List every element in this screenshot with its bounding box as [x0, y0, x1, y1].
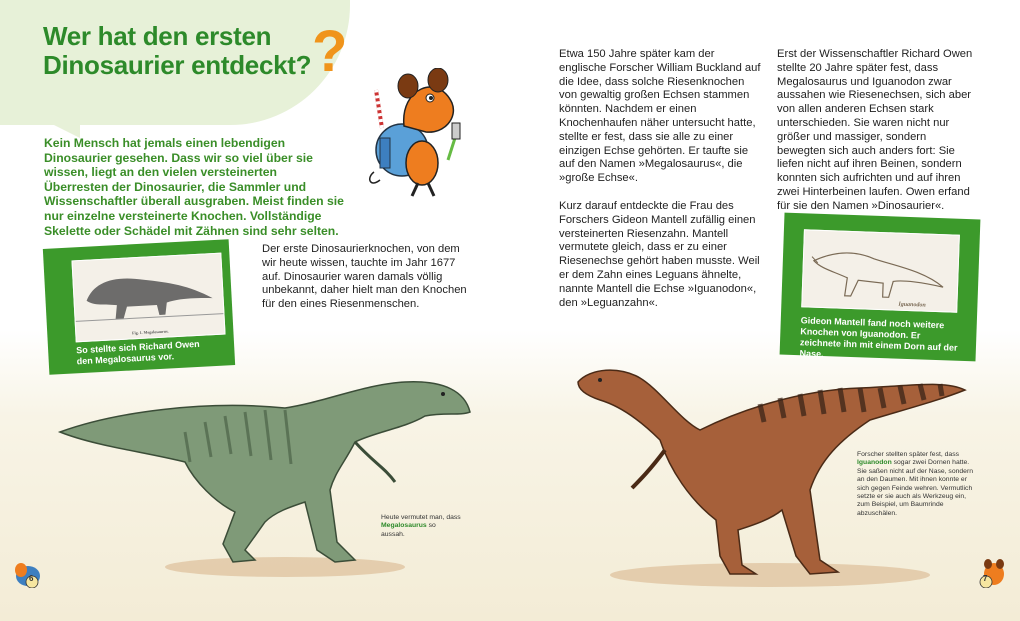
owen-megalosaurus-card	[43, 239, 235, 375]
iguanodon-caption-post: sogar zwei Dornen hatte. Sie saßen nicht auf der Nase, sondern an den Daumen. Mit ihnen konnte er sich gegen Feinde wehren. Vermutlich setzte er sie auch als Werkzeug ein, zum Beispiel, um Baumrinde abzuschälen.	[857, 459, 973, 517]
owen-megalosaurus-drawing-icon	[73, 254, 224, 328]
mouse-explorer-illustration	[360, 68, 475, 203]
question-mark-icon: ?	[312, 19, 348, 84]
elephant-page-icon	[12, 558, 42, 588]
speech-bubble-tail	[20, 108, 80, 138]
mouse-page-icon	[978, 558, 1008, 588]
mantell-iguanodon-card	[780, 213, 981, 362]
owen-card-caption: So stellte sich Richard Owen den Megalosaurus vor.	[75, 338, 200, 367]
iguanodon-caption	[857, 451, 979, 518]
megalosaurus-caption-name: Megalosaurus	[381, 522, 427, 530]
megalosaurus-illustration	[55, 372, 475, 582]
mantell-iguanodon-sketch-icon	[802, 230, 959, 311]
megalosaurus-caption	[381, 514, 461, 539]
iguanodon-caption-name: Iguanodon	[857, 459, 892, 467]
mantell-iguanodon-plate	[801, 229, 960, 312]
first-bone-paragraph: Der erste Dinosaurierknochen, von dem wir heute wissen, tauchte im Jahr 1677 auf. Dinosaurier waren damals völlig unbekannt, daher hielt man den Knochen für den eines Riesenmenschen.	[262, 243, 467, 311]
owen-plate-label: Fig. 1. Megalosaurus.	[131, 328, 169, 336]
mantell-paragraph: Kurz darauf entdeckte die Frau des Forschers Gideon Mantell zufällig einen versteinerten Riesenzahn. Mantell vermutete gleich, dass er zu einer Riesenechse gehört haben musste. Weil er dem Zahn eines Leguans ähnelte, nannte Mantell die Echse »Iguanodon«, den »Leguanzahn«.	[559, 199, 760, 309]
middle-column	[559, 48, 764, 310]
intro-text: Kein Mensch hat jemals einen lebendigen Dinosaurier gesehen. Dass wir so viel über sie wissen, liegt an den vielen versteinerten Überresten der Dinosaurier, die Sammler und Wissenschaftler überall ausgraben. Meist finden sie nur einzelne versteinerte Knochen. Vollständige Skelette oder Schädel mit Zähnen sind sehr selten.	[44, 136, 344, 238]
title-line-2: Dinosaurier entdeckt?	[43, 50, 312, 80]
plate-label-iguanodon: Iguanodon	[898, 301, 926, 309]
page-number-right: 7	[983, 574, 988, 583]
megalosaurus-caption-pre: Heute vermutet man, dass	[381, 514, 461, 521]
page-title	[43, 22, 311, 80]
owen-megalosaurus-plate	[71, 253, 225, 343]
mantell-card-caption: Gideon Mantell fand noch weitere Knochen von Iguanodon. Er zeichnete ihn mit einem Dorn auf der Nase.	[799, 315, 958, 360]
megalosaurus-caption-post: so aussah.	[381, 522, 436, 538]
buckland-paragraph: Etwa 150 Jahre später kam der englische Forscher William Buckland auf die Idee, dass solche Riesenknochen von gewaltig großen Echsen stammen könnten. Nachdem er einen Knochenhaufen näher untersucht hatte, stellte er fest, dass sie alle zu einer einzigen Echse gehörten. Er taufte sie auf den Namen »Megalosaurus«, die »große Echse«.	[559, 48, 761, 185]
owen-paragraph: Erst der Wissenschaftler Richard Owen stellte 20 Jahre später fest, dass Megalosaurus und Iguanodon zwar aussahen wie Riesenechsen, sich aber von allen anderen Echsen stark unterschieden. Sie waren nicht nur größer und massiger, sondern bewegten sich auch anders fort: Sie liefen nicht auf ihren Beinen, sondern konnten sich aufrichten und auf ihren zwei Hinterbeinen laufen. Owen erfand für sie den Namen »Dinosaurier«.	[777, 48, 973, 212]
page-number-left: 6	[29, 574, 34, 583]
iguanodon-caption-pre: Forscher stellten später fest, dass	[857, 451, 959, 458]
title-line-1: Wer hat den ersten	[43, 21, 272, 51]
